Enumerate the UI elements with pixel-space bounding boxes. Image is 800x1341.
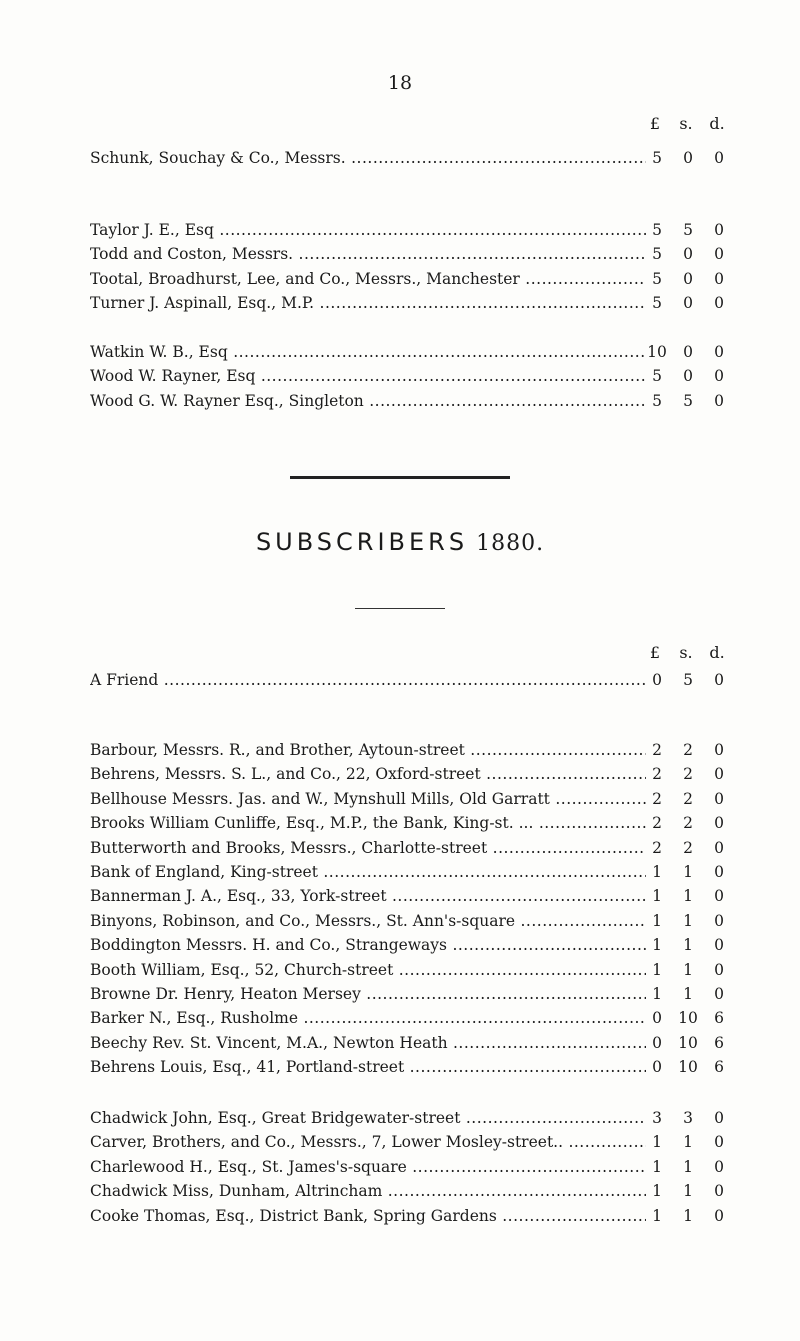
subscriber-row — [90, 884, 740, 908]
bottom-group-2 — [90, 738, 740, 1079]
currency-header-top — [90, 114, 740, 136]
subscriber-name: Barker N., Esq., Rusholme ..... — [90, 1006, 646, 1030]
subscriber-row — [90, 242, 740, 266]
amount-pence: 0 — [714, 1133, 724, 1152]
amount-shillings: 3 — [683, 1109, 693, 1127]
subscriber-row — [90, 218, 740, 242]
subscriber-row — [90, 668, 740, 692]
amount-pence: 0 — [714, 789, 724, 808]
amount-shillings: 2 — [683, 838, 693, 857]
subscriber-row — [90, 933, 740, 957]
amount-pounds: 5 — [652, 367, 662, 386]
shillings-header: s. — [679, 643, 693, 662]
subscriber-name: Behrens, Messrs. S. L., and Co., 22, Oxford-street ..... — [90, 762, 646, 786]
amount-pence: 0 — [714, 343, 724, 361]
amount-pounds: 10 — [647, 343, 667, 361]
subscriber-row — [90, 738, 740, 762]
amount-pence: 0 — [714, 367, 724, 386]
subscriber-name: Bannerman J. A., Esq., 33, York-street ..... — [90, 884, 646, 908]
amount-pence: 6 — [714, 1009, 724, 1028]
amount-pence: 0 — [714, 741, 724, 759]
amount-shillings: 1 — [683, 984, 693, 1003]
amount-shillings: 2 — [683, 789, 693, 808]
amount-shillings: 1 — [683, 936, 693, 955]
subscriber-row — [90, 787, 740, 811]
subscriber-row — [90, 1106, 740, 1130]
amount-shillings: 10 — [678, 1058, 698, 1077]
amount-pounds: 2 — [652, 741, 662, 759]
subscriber-row — [90, 1055, 740, 1079]
pounds-header: £ — [649, 643, 661, 662]
amount-shillings: 5 — [683, 671, 693, 689]
amount-shillings: 1 — [683, 1157, 693, 1176]
amount-pounds: 2 — [652, 765, 662, 784]
amount-pence: 0 — [714, 814, 724, 833]
subscriber-name: Beechy Rev. St. Vincent, M.A., Newton Heath ..... — [90, 1031, 646, 1055]
top-group-1 — [90, 146, 740, 170]
amount-pence: 0 — [714, 671, 724, 689]
amount-pounds: 0 — [652, 671, 662, 689]
amount-shillings: 1 — [683, 960, 693, 979]
amount-pence: 0 — [714, 391, 724, 410]
amount-pounds: 1 — [652, 887, 662, 906]
subscriber-name: Boddington Messrs. H. and Co., Strangeways ..... — [90, 933, 646, 957]
amount-pounds: 1 — [652, 1182, 662, 1201]
amount-pounds: 5 — [652, 294, 662, 313]
section-title: SUBSCRIBERS — [255, 528, 469, 556]
subscriber-row — [90, 762, 740, 786]
amount-pounds: 0 — [652, 1058, 662, 1077]
subscriber-row — [90, 1204, 740, 1228]
amount-shillings: 1 — [683, 887, 693, 906]
subscriber-row — [90, 1179, 740, 1203]
top-group-3 — [90, 340, 740, 413]
subscriber-name: Chadwick Miss, Dunham, Altrincham ..... — [90, 1179, 646, 1203]
subscriber-row — [90, 1155, 740, 1179]
subscriber-name: A Friend ..... — [90, 668, 646, 692]
pence-header: d. — [709, 114, 725, 133]
page-number: 18 — [387, 72, 413, 94]
subscriber-row — [90, 146, 740, 170]
subscriber-row — [90, 811, 740, 835]
subscriber-name: Cooke Thomas, Esq., District Bank, Spring Gardens ..... — [90, 1204, 646, 1228]
amount-pence: 0 — [714, 960, 724, 979]
subscriber-name: Butterworth and Brooks, Messrs., Charlotte-street ..... — [90, 836, 646, 860]
amount-pounds: 2 — [652, 789, 662, 808]
amount-pounds: 1 — [652, 960, 662, 979]
section-divider — [290, 476, 510, 479]
amount-pence: 6 — [714, 1033, 724, 1052]
amount-pounds: 3 — [652, 1109, 662, 1127]
section-heading — [0, 528, 800, 556]
amount-pounds: 1 — [652, 984, 662, 1003]
amount-pounds: 0 — [652, 1009, 662, 1028]
amount-pounds: 1 — [652, 936, 662, 955]
amount-pounds: 5 — [652, 221, 662, 239]
amount-pounds: 0 — [652, 1033, 662, 1052]
subscriber-row — [90, 982, 740, 1006]
amount-pence: 0 — [714, 1182, 724, 1201]
subscriber-row — [90, 267, 740, 291]
subscriber-name: Todd and Coston, Messrs. ..... — [90, 242, 646, 266]
amount-shillings: 0 — [683, 245, 693, 264]
amount-pounds: 1 — [652, 1157, 662, 1176]
amount-pence: 6 — [714, 1058, 724, 1077]
amount-pence: 0 — [714, 887, 724, 906]
subscriber-row — [90, 909, 740, 933]
amount-pence: 0 — [714, 862, 724, 881]
subscriber-name: Barbour, Messrs. R., and Brother, Aytoun-street ..... — [90, 738, 646, 762]
amount-shillings: 10 — [678, 1033, 698, 1052]
amount-pounds: 1 — [652, 911, 662, 930]
subscriber-name: Bank of England, King-street ..... — [90, 860, 646, 884]
subscriber-row — [90, 291, 740, 315]
subscriber-row — [90, 1130, 740, 1154]
subscriber-name: Behrens Louis, Esq., 41, Portland-street ..... — [90, 1055, 646, 1079]
heading-underline — [355, 608, 445, 609]
amount-pence: 0 — [714, 936, 724, 955]
amount-shillings: 1 — [683, 862, 693, 881]
pounds-header: £ — [649, 114, 661, 133]
amount-pence: 0 — [714, 984, 724, 1003]
amount-shillings: 0 — [683, 367, 693, 386]
amount-shillings: 1 — [683, 1182, 693, 1201]
amount-pence: 0 — [714, 1157, 724, 1176]
subscriber-row — [90, 860, 740, 884]
amount-pounds: 5 — [652, 149, 662, 167]
amount-shillings: 0 — [683, 269, 693, 288]
amount-pounds: 2 — [652, 814, 662, 833]
subscriber-name: Bellhouse Messrs. Jas. and W., Mynshull Mills, Old Garratt ..... — [90, 787, 646, 811]
section-year: 1880. — [476, 531, 545, 556]
subscriber-row — [90, 364, 740, 388]
amount-shillings: 5 — [683, 221, 693, 239]
amount-shillings: 1 — [683, 1133, 693, 1152]
subscriber-name: Booth William, Esq., 52, Church-street ..... — [90, 958, 646, 982]
currency-header-bottom — [90, 643, 740, 665]
amount-shillings: 2 — [683, 814, 693, 833]
amount-pence: 0 — [714, 294, 724, 313]
amount-shillings: 1 — [683, 1206, 693, 1225]
amount-pence: 0 — [714, 245, 724, 264]
bottom-group-1 — [90, 668, 740, 692]
subscriber-row — [90, 389, 740, 413]
amount-pounds: 1 — [652, 1133, 662, 1152]
subscriber-name: Turner J. Aspinall, Esq., M.P. ..... — [90, 291, 646, 315]
amount-pounds: 5 — [652, 391, 662, 410]
amount-pence: 0 — [714, 838, 724, 857]
amount-pounds: 2 — [652, 838, 662, 857]
amount-shillings: 5 — [683, 391, 693, 410]
subscriber-name: Browne Dr. Henry, Heaton Mersey ..... — [90, 982, 646, 1006]
subscriber-name: Tootal, Broadhurst, Lee, and Co., Messrs., Manchester ..... — [90, 267, 646, 291]
amount-shillings: 10 — [678, 1009, 698, 1028]
subscriber-name: Wood G. W. Rayner Esq., Singleton ..... — [90, 389, 646, 413]
subscriber-row — [90, 1006, 740, 1030]
bottom-group-3 — [90, 1106, 740, 1228]
amount-pounds: 1 — [652, 1206, 662, 1225]
amount-shillings: 0 — [683, 294, 693, 313]
subscriber-name: Charlewood H., Esq., St. James's-square ..... — [90, 1155, 646, 1179]
amount-shillings: 0 — [683, 149, 693, 167]
subscriber-name: Watkin W. B., Esq ..... — [90, 340, 646, 364]
amount-pounds: 5 — [652, 245, 662, 264]
subscriber-row — [90, 340, 740, 364]
subscriber-row — [90, 836, 740, 860]
amount-pence: 0 — [714, 911, 724, 930]
pence-header: d. — [709, 643, 725, 662]
subscriber-name: Schunk, Souchay & Co., Messrs. ..... — [90, 146, 646, 170]
amount-shillings: 2 — [683, 741, 693, 759]
amount-pence: 0 — [714, 269, 724, 288]
subscriber-name: Brooks William Cunliffe, Esq., M.P., the Bank, King-st. ... ..... — [90, 811, 646, 835]
subscriber-name: Binyons, Robinson, and Co., Messrs., St. Ann's-square ..... — [90, 909, 646, 933]
subscriber-name: Chadwick John, Esq., Great Bridgewater-street ..... — [90, 1106, 646, 1130]
amount-shillings: 2 — [683, 765, 693, 784]
amount-shillings: 0 — [683, 343, 693, 361]
subscriber-row — [90, 958, 740, 982]
subscriber-name: Taylor J. E., Esq ..... — [90, 218, 646, 242]
amount-pounds: 5 — [652, 269, 662, 288]
subscriber-name: Carver, Brothers, and Co., Messrs., 7, Lower Mosley-street.. ..... — [90, 1130, 646, 1154]
amount-pence: 0 — [714, 1109, 724, 1127]
amount-pence: 0 — [714, 1206, 724, 1225]
top-group-2 — [90, 218, 740, 316]
amount-pence: 0 — [714, 221, 724, 239]
amount-shillings: 1 — [683, 911, 693, 930]
shillings-header: s. — [679, 114, 693, 133]
subscriber-row — [90, 1031, 740, 1055]
amount-pence: 0 — [714, 765, 724, 784]
amount-pence: 0 — [714, 149, 724, 167]
amount-pounds: 1 — [652, 862, 662, 881]
subscriber-name: Wood W. Rayner, Esq ..... — [90, 364, 646, 388]
